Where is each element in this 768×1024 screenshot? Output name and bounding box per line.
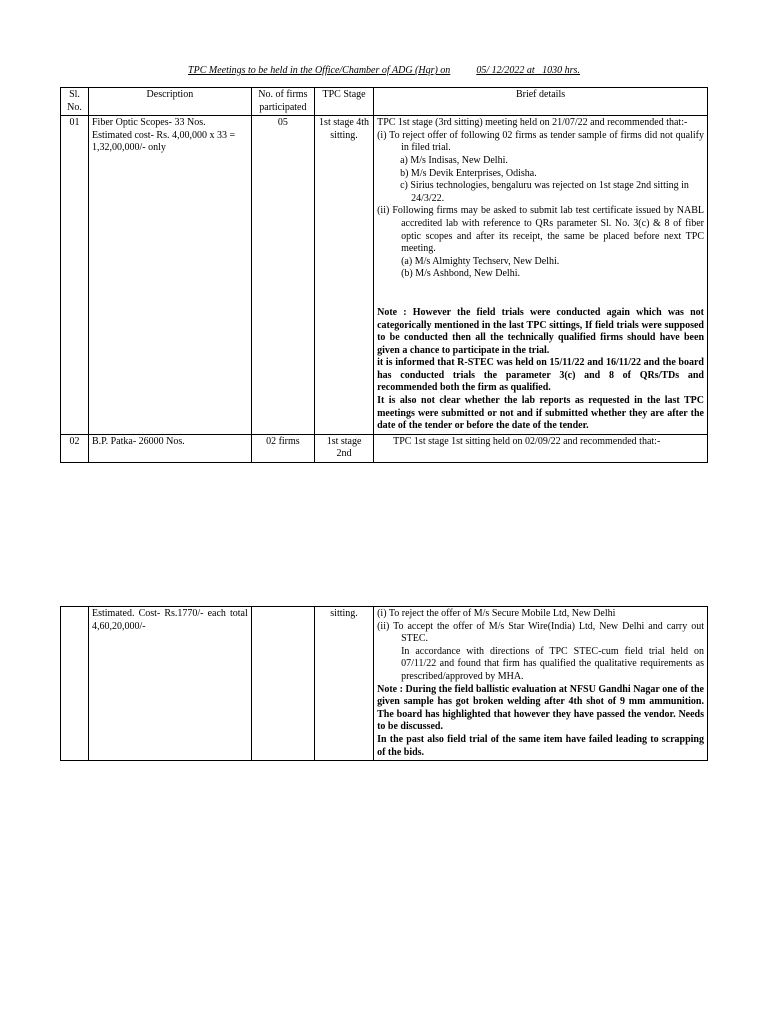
row1-brief [374, 116, 708, 435]
cont-point2-detail: In accordance with directions of TPC STEC-cum field trial held on 07/11/22 and found that firm has qualified the qualitative requirements as prescribed/approved by MHA. [401, 645, 704, 682]
row1-note1: Note : However the field trials were conducted again which was not categorically mentioned in the last TPC sittings, If field trials were supposed to be conducted then all the technically qualified firms should have been given a chance to participate in the trial. [377, 306, 704, 356]
cont-description: Estimated. Cost- Rs.1770/- each total 4,60,20,000/- [88, 607, 251, 761]
cont-sl [61, 607, 89, 761]
title-date: 05/ 12/2022 at [476, 65, 535, 76]
cont-note1: Note : During the field ballistic evaluation at NFSU Gandhi Nagar one of the given sample has got broken welding after 4th shot of 9 mm ammunition. The board has highlighted that however they have passed the vendor. Needs to be discussed. [377, 683, 704, 733]
row1-desc-line1: Fiber Optic Scopes- 33 Nos. [91, 117, 206, 129]
page-title [0, 65, 768, 78]
title-text: TPC Meetings to be held in the Office/Chamber of ADG (Hqr) on [188, 65, 451, 76]
row1-point2: (ii) Following firms may be asked to submit lab test certificate issued by NABL accredited lab with reference to QRs parameter Sl. No. 3(c) & 8 of fiber optic scopes and after its receipt, the same be placed before next TPC meeting. [377, 205, 704, 255]
row1-point1-b: b) M/s Devik Enterprises, Odisha. [400, 167, 537, 179]
table-row [61, 607, 708, 761]
cont-firms [251, 607, 314, 761]
row1-note3: It is also not clear whether the lab reports as requested in the last TPC meetings were submitted or not and if submitted whether they are after the date of the tender or before the date of the tender. [377, 395, 704, 432]
row1-stage: 1st stage 4th sitting. [315, 116, 374, 435]
header-description: Description [88, 88, 251, 116]
row1-point1-c: c) Sirius technologies, bengaluru was rejected on 1st stage 2nd sitting in 24/3/22. [400, 180, 689, 204]
row2-intro: TPC 1st stage 1st sitting held on 02/09/22 and recommended that:- [374, 434, 708, 462]
row2-firms: 02 firms [251, 434, 314, 462]
header-brief: Brief details [374, 88, 708, 116]
row1-point2-b: (b) M/s Ashbond, New Delhi. [401, 268, 520, 280]
tpc-table [60, 87, 708, 463]
header-stage: TPC Stage [315, 88, 374, 116]
row2-sl: 02 [61, 434, 89, 462]
row1-point2-a: (a) M/s Almighty Techserv, New Delhi. [401, 255, 560, 267]
tpc-table-continuation [60, 606, 708, 761]
cont-note2: In the past also field trial of the same item have failed leading to scrapping of the bids. [377, 733, 704, 758]
cont-point2: (ii) To accept the offer of M/s Star Wire(India) Ltd, New Delhi and carry out STEC. [377, 620, 704, 645]
cont-point1: (i) To reject the offer of M/s Secure Mobile Ltd, New Delhi [377, 608, 616, 619]
row1-point1-a: a) M/s Indisas, New Delhi. [400, 154, 508, 166]
row1-point1: (i) To reject offer of following 02 firms as tender sample of firms did not qualify in filed trial. [377, 129, 704, 154]
row1-note2: it is informed that R-STEC was held on 15/11/22 and 16/11/22 and the board has conducted trials the parameter 3(c) and 8 of QRs/TDs and recommended both the firm as qualified. [377, 357, 704, 394]
cont-brief [374, 607, 708, 761]
row1-intro: TPC 1st stage (3rd sitting) meeting held on 21/07/22 and recommended that:- [377, 117, 688, 129]
header-firms: No. of firms participated [251, 88, 314, 116]
row1-firms: 05 [251, 116, 314, 435]
table-row [61, 116, 708, 435]
table-row [61, 434, 708, 462]
row2-stage: 1st stage 2nd [315, 434, 374, 462]
table-header-row [61, 88, 708, 116]
title-time: 1030 hrs. [542, 65, 580, 76]
row2-description: B.P. Patka- 26000 Nos. [88, 434, 251, 462]
row1-description [88, 116, 251, 435]
row1-desc-line2: Estimated cost- Rs. 4,00,000 x 33 = 1,32,00,000/- only [91, 129, 236, 154]
header-sl-no: Sl. No. [61, 88, 89, 116]
row1-spacer [377, 281, 704, 307]
row1-sl: 01 [61, 116, 89, 435]
cont-stage: sitting. [315, 607, 374, 761]
